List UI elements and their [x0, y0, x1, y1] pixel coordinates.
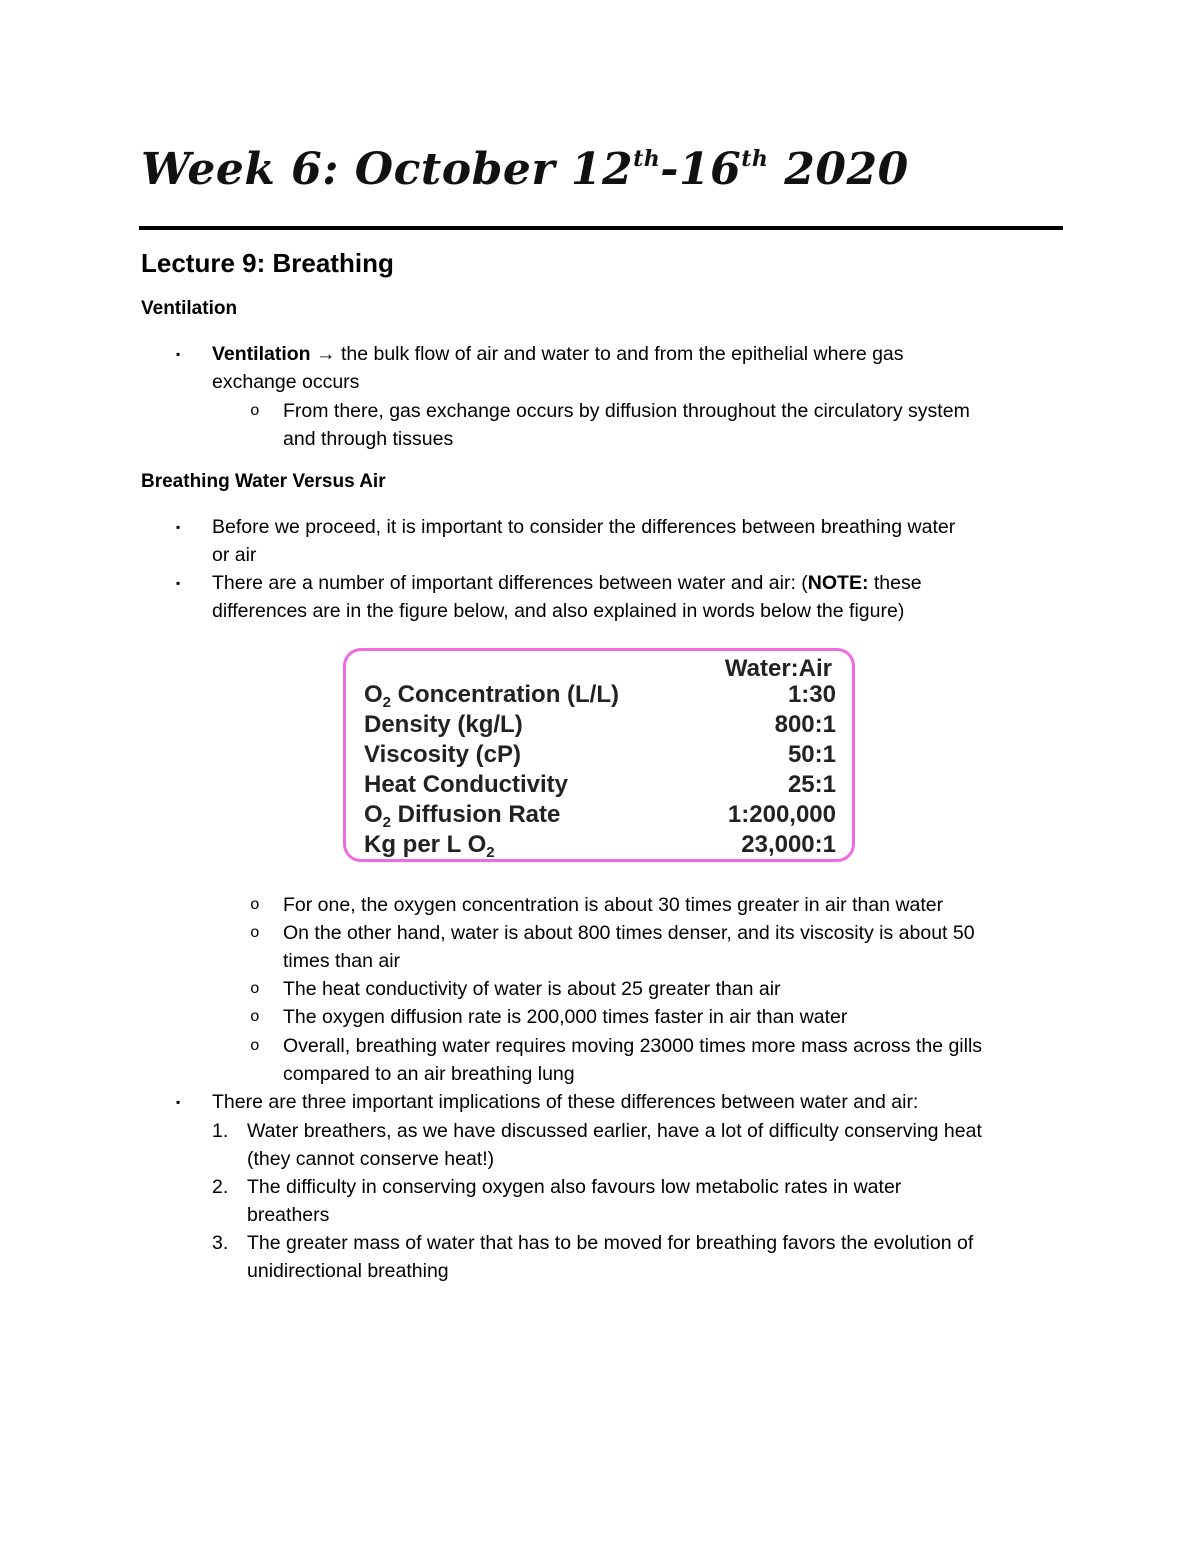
- square-bullet-icon: ▪: [176, 520, 181, 534]
- breathing-bullet1-line1: Before we proceed, it is important to consider the differences between breathing water: [212, 516, 956, 538]
- water-air-comparison-figure: [343, 648, 855, 862]
- figure-row-label: Heat Conductivity: [364, 771, 569, 798]
- figure-row: [364, 681, 836, 711]
- breathing-bullet2-line1: There are a number of important differences between water and air: (NOTE: these: [212, 572, 922, 594]
- figure-row: [364, 741, 836, 771]
- figure-row-label: $O_2$ Diffusion Rate: [364, 801, 561, 831]
- figure-row: [364, 771, 836, 801]
- figure-row-label: Viscosity (cP): [364, 741, 521, 768]
- sub-point-continued: compared to an air breathing lung: [283, 1063, 575, 1085]
- figure-row-value: 800:1: [774, 711, 836, 738]
- arrow-right-icon: →: [316, 343, 336, 365]
- lecture-heading: Lecture 9: Breathing: [141, 248, 394, 278]
- figure-row: [364, 831, 836, 861]
- sub-point: The heat conductivity of water is about 25 greater than air: [283, 978, 781, 1000]
- ventilation-sub-line1: From there, gas exchange occurs by diffusion throughout the circulatory system: [283, 400, 970, 422]
- breathing-bullet2-line2: differences are in the figure below, and also explained in words below the figure): [212, 600, 905, 622]
- sub-point: For one, the oxygen concentration is about 30 times greater in air than water: [283, 894, 944, 916]
- figure-row-label: Kg per L $O_2$: [364, 831, 495, 861]
- implication-item-line1: Water breathers, as we have discussed earlier, have a lot of difficulty conserving heat: [247, 1120, 982, 1142]
- implications-intro: There are three important implications of these differences between water and air:: [212, 1091, 919, 1113]
- list-number: 3.: [212, 1232, 229, 1254]
- ventilation-sub-line2: and through tissues: [283, 428, 454, 450]
- circle-bullet-icon: o: [250, 924, 260, 942]
- breathing-bullet1-line2: or air: [212, 544, 257, 566]
- ventilation-bullet-line2: exchange occurs: [212, 371, 360, 393]
- figure-row-label: $O_2$ Concentration (L/L): [364, 681, 619, 711]
- implication-item-line2: unidirectional breathing: [247, 1260, 449, 1282]
- figure-header: Water:Air: [724, 655, 832, 682]
- implication-item-line2: breathers: [247, 1204, 330, 1226]
- section-heading-breathing: Breathing Water Versus Air: [141, 471, 386, 492]
- figure-row-value: 25:1: [787, 771, 836, 798]
- figure-row-value: 1:30: [787, 681, 836, 708]
- circle-bullet-icon: o: [250, 980, 260, 998]
- figure-row: [364, 801, 836, 831]
- list-number: 1.: [212, 1120, 229, 1142]
- list-number: 2.: [212, 1176, 229, 1198]
- square-bullet-icon: ▪: [176, 347, 181, 361]
- circle-bullet-icon: o: [250, 1008, 260, 1026]
- section-heading-ventilation: Ventilation: [141, 298, 238, 319]
- sub-point: Overall, breathing water requires moving 23000 times more mass across the gills: [283, 1035, 983, 1057]
- page-title: Week 6: October 12th-16th 2020: [141, 144, 909, 195]
- figure-row-value: 23,000:1: [741, 831, 836, 858]
- figure-row-value: 1:200,000: [727, 801, 836, 828]
- ventilation-bullet-line1: Ventilation → the bulk flow of air and water to and from the epithelial where gas: [212, 343, 904, 365]
- implication-item-line2: (they cannot conserve heat!): [247, 1148, 495, 1170]
- sub-point: On the other hand, water is about 800 times denser, and its viscosity is about 50: [283, 922, 975, 944]
- square-bullet-icon: ▪: [176, 1095, 181, 1109]
- circle-bullet-icon: o: [250, 896, 260, 914]
- square-bullet-icon: ▪: [176, 576, 181, 590]
- figure-row-label: Density (kg/L): [364, 711, 523, 738]
- circle-bullet-icon: o: [250, 1037, 260, 1055]
- title-divider: [139, 226, 1063, 230]
- sub-point: The oxygen diffusion rate is 200,000 times faster in air than water: [283, 1006, 848, 1028]
- figure-row-value: 50:1: [787, 741, 836, 768]
- implication-item-line1: The greater mass of water that has to be moved for breathing favors the evolution of: [247, 1232, 974, 1254]
- sub-point-continued: times than air: [283, 950, 401, 972]
- circle-bullet-icon: o: [250, 402, 260, 420]
- figure-row: [364, 711, 836, 741]
- implication-item-line1: The difficulty in conserving oxygen also favours low metabolic rates in water: [247, 1176, 902, 1198]
